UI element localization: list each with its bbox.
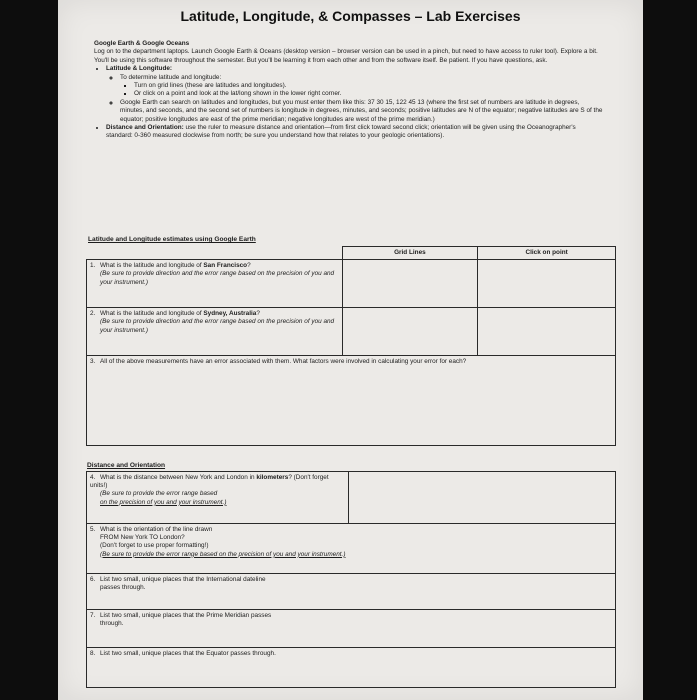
question-row-5 [87,524,616,574]
question-3[interactable] [87,356,616,446]
q1-grid-answer[interactable] [342,260,478,308]
q3-text: All of the above measurements have an error associated with them. What factors were involved in calculating your error for each? [100,358,467,366]
q2-note: (Be sure to provide direction and the error range based on the precision of you and your instrument.) [100,318,335,334]
intro-heading: Google Earth & Google Oceans [94,40,190,47]
grid-lines-header: Grid Lines [342,247,478,260]
question-row-8 [87,648,616,688]
q7-text: List two small, unique places that the Prime Meridian passes through. [100,612,272,628]
q8-number: 8. [90,650,96,657]
question-6[interactable] [87,574,616,610]
question-8[interactable] [87,648,616,688]
question-row-4 [87,472,616,524]
determine-text: To determine latitude and longitude: [120,73,222,81]
q1-number: 1. [90,262,96,270]
page-title: Latitude, Longitude, & Compasses – Lab Exercises [180,8,521,24]
determine-bullet [120,74,604,99]
q3-number: 3. [90,358,96,366]
q1-place: San Francisco [203,262,248,270]
q4-units: kilometers [256,474,289,481]
q1-qmark: ? [247,262,251,270]
question-row-3 [87,356,616,446]
q2-grid-answer[interactable] [342,308,478,356]
q1-text: What is the latitude and longitude of [100,262,204,270]
q2-place: Sydney, Australia [203,310,257,318]
intro-paragraph: Log on to the department laptops. Launch Google Earth & Oceans (desktop version – browser version can be used in a pinch, but need to have access to ruler tool). Explore a bit. You'll be using this software throughout the semester. But you'll be learning it from each other and from the software itself. Be patient. If you have questions, ask. [94,48,598,64]
q5-text: What is the orientation of the line drawn [100,526,213,533]
q7-number: 7. [90,612,96,619]
section1-title: Latitude and Longitude estimates using Google Earth [88,236,256,243]
question-7[interactable] [87,610,616,648]
q5-text-3: (Don't forget to use proper formatting!) [100,542,209,550]
q4-number: 4. [90,474,96,481]
q4-note-2: on the precision of you and your instrument.) [100,498,227,506]
distance-label: Distance and Orientation: [106,124,184,132]
blank-header-cell [87,247,343,260]
q1-click-answer[interactable] [478,260,616,308]
distance-table [86,471,616,688]
q1-note: (Be sure to provide direction and the error range based on the precision of you and your instrument.) [100,270,335,286]
grid-lines-bullet: ▪ Turn on grid lines (these are latitudes and longitudes). [134,82,604,90]
distance-text: use the ruler to measure distance and orientation—from first click toward second click; orientation will be given using the Oceanographer's standard: 0-360 measured clockwise from north; be sure you understand how that relates to your geologic orientations). [106,124,576,140]
q4-answer[interactable] [348,472,615,524]
intro-section [94,40,604,141]
q6-number: 6. [90,576,96,583]
question-4 [87,472,349,524]
question-2 [87,308,343,356]
question-5[interactable] [87,524,616,574]
question-row-1 [87,260,616,308]
q5-note: (Be sure to provide the error range based on the precision of you and your instrument.) [100,550,346,558]
click-point-header: Click on point [478,247,616,260]
question-row-2 [87,308,616,356]
q8-text: List two small, unique places that the Equator passes through. [100,650,276,657]
section2-title: Distance and Orientation [87,462,166,469]
distance-bullet [106,124,604,141]
q2-qmark: ? [256,310,260,318]
search-bullet: ◦ Google Earth can search on latitudes and longitudes, but you must enter them like this: 37 30 15, 122 45 13 (where the first set of numbers are latitude in degrees, minutes, and seconds, and the second set of numbers is longitude in degrees, minutes, and seconds; positive latitudes are N of the equator; negative latitudes are S of the equator; positive longitudes are east of the prime meridian; negative longitudes are west of the prime meridian.) [120,99,604,124]
q5-text-2: FROM New York TO London? [100,534,185,542]
question-row-6 [87,574,616,610]
q2-click-answer[interactable] [478,308,616,356]
q4-text: What is the distance between New York and London in [100,474,257,481]
click-point-bullet: ▪ Or click on a point and look at the lat/long shown in the lower right corner. [134,90,604,98]
question-row-7 [87,610,616,648]
lat-long-table [86,246,616,446]
worksheet-page [58,0,643,700]
q5-number: 5. [90,526,96,533]
lat-long-bullet [106,65,604,124]
q4-note-1: (Be sure to provide the error range based [100,490,218,498]
q6-text: List two small, unique places that the International dateline passes through. [100,576,266,592]
q2-number: 2. [90,310,96,318]
q2-text: What is the latitude and longitude of [100,310,204,318]
q4-text-end: ? (Don't forget units!) [90,474,329,490]
lat-long-label: Latitude & Longitude: [106,65,173,73]
question-1 [87,260,343,308]
